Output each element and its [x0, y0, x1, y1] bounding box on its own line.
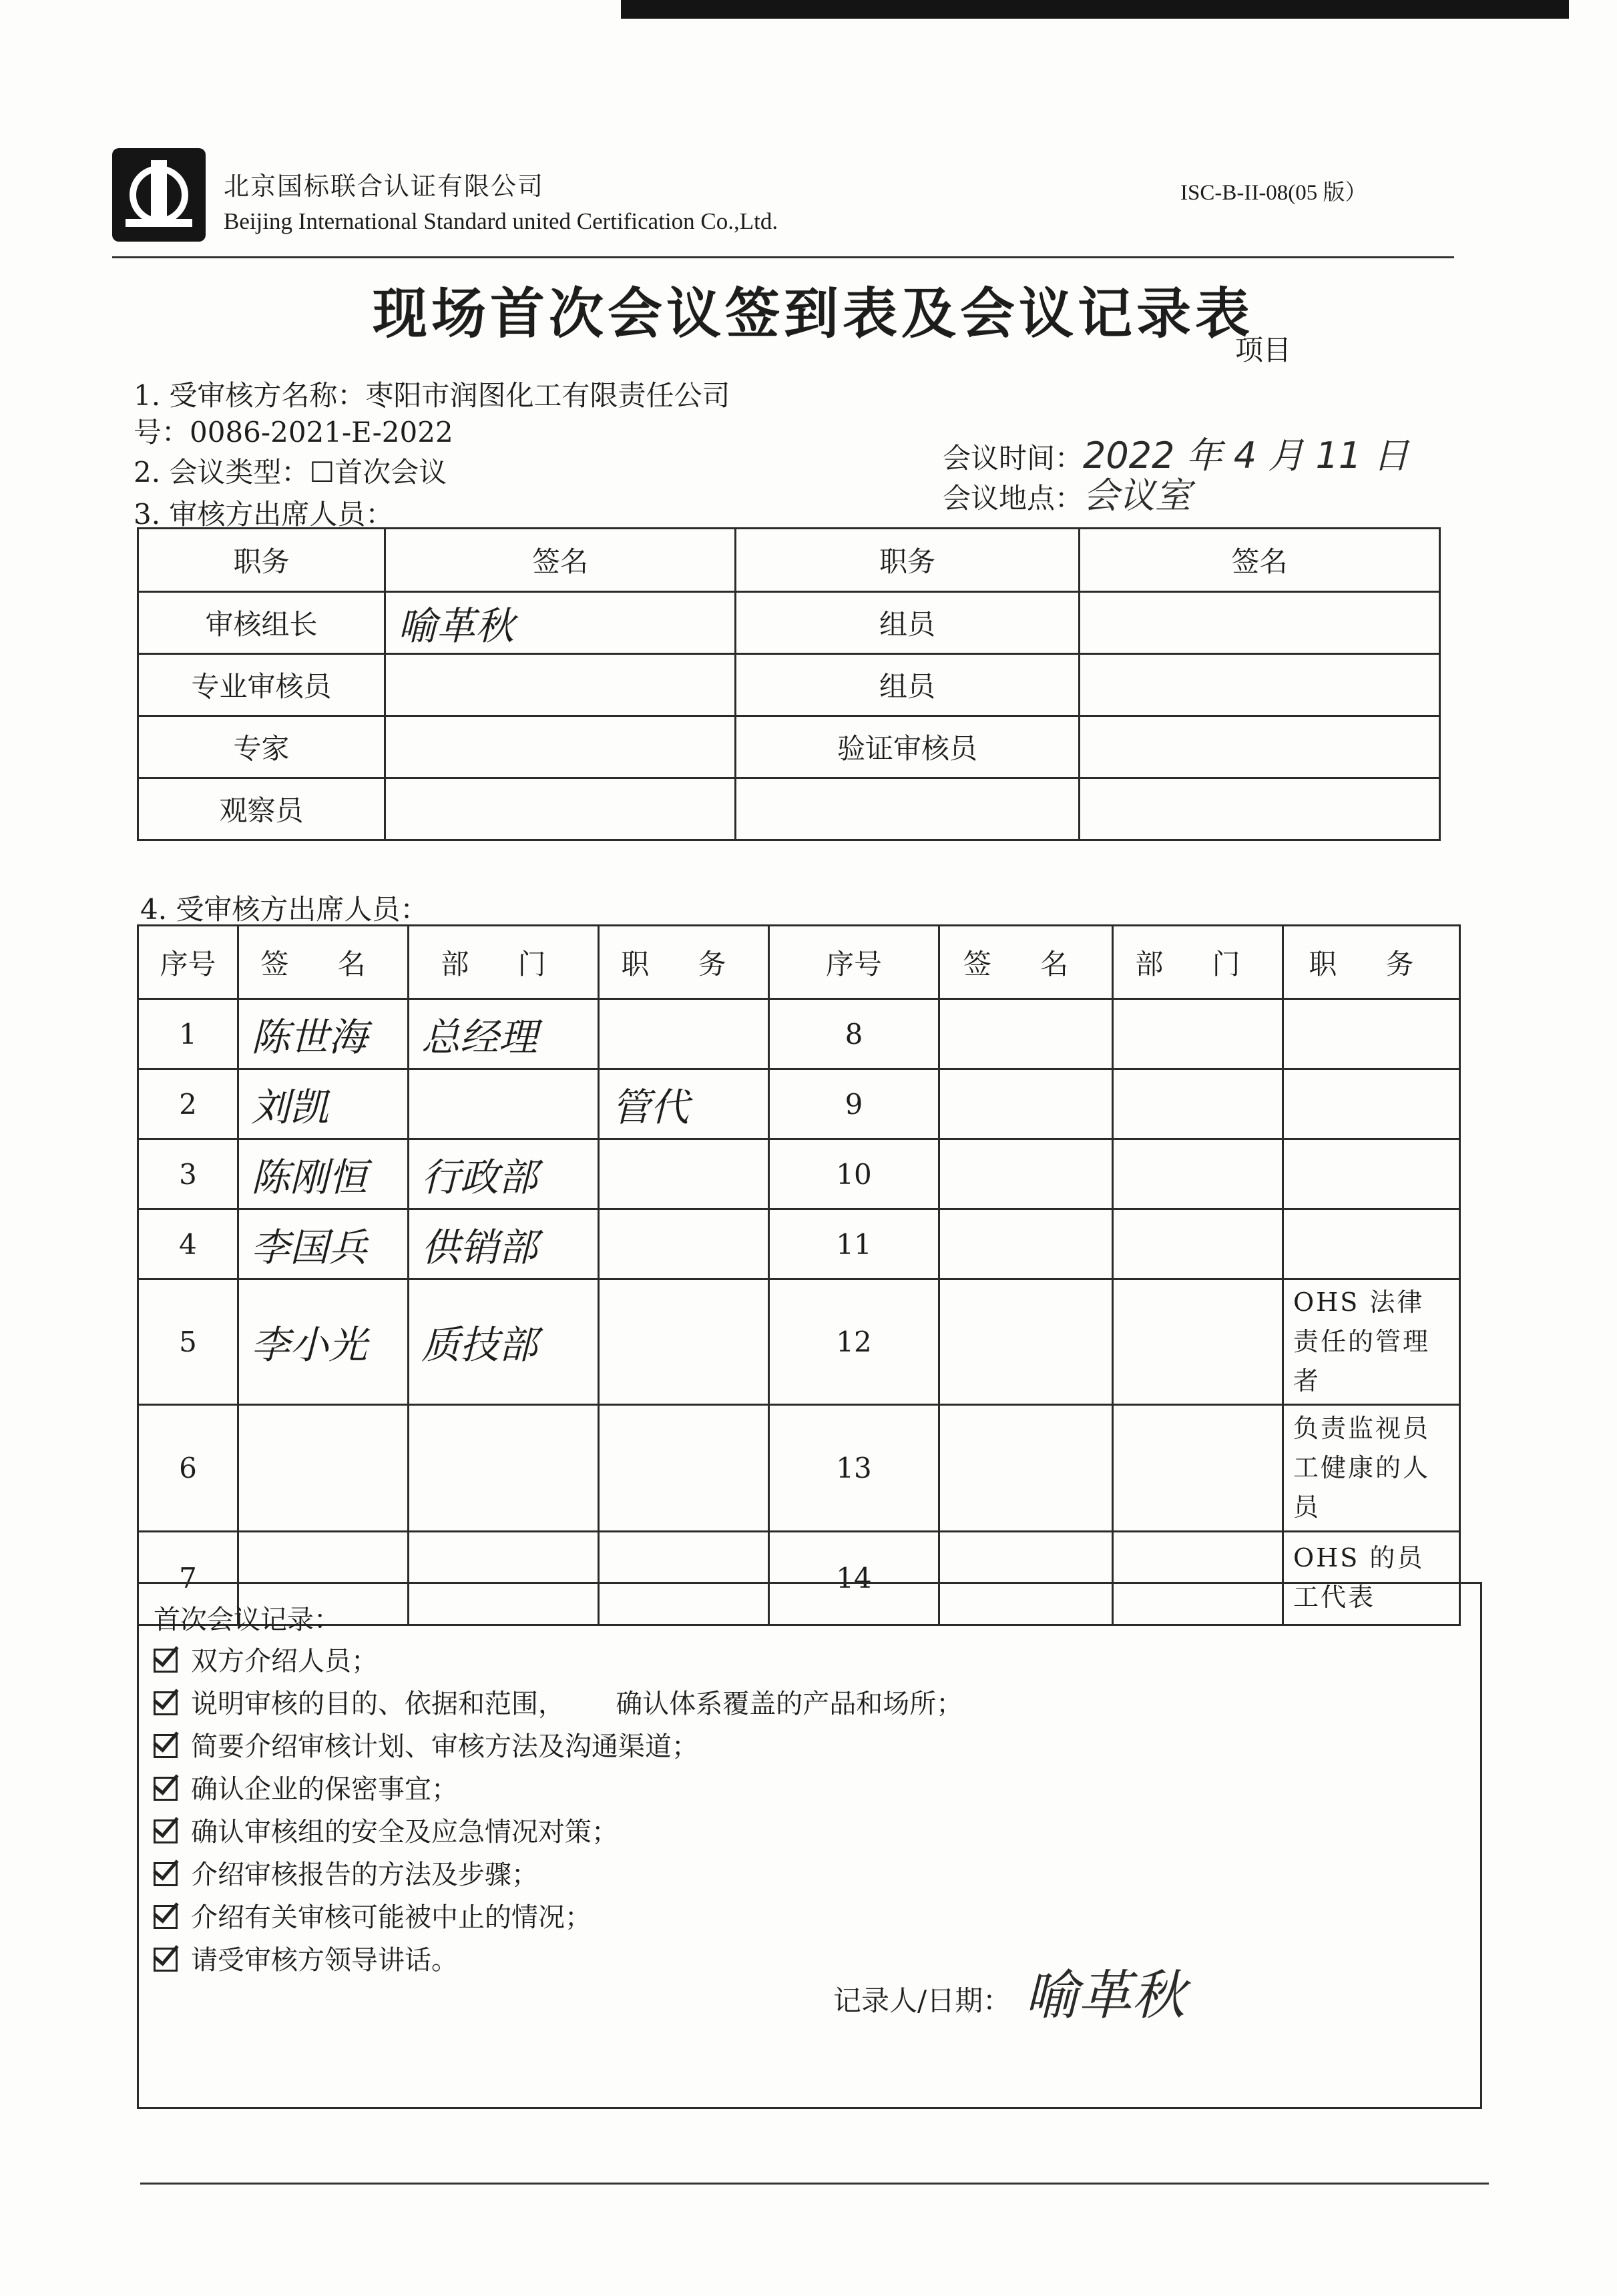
notes-item-text: 请受审核方领导讲话。 [191, 1945, 458, 1976]
form-title: 现场首次会议签到表及会议记录表 [373, 282, 1254, 346]
checkbox-checked-icon [154, 1777, 178, 1801]
signature-cell: 刘凯 [238, 1069, 409, 1139]
meeting-place-label: 会议地点： [943, 482, 1084, 515]
meeting-notes-box [137, 1582, 1482, 2109]
recorder-date-label: 记录人/日期： [833, 1984, 1011, 2017]
signature-cell: 李小光 [238, 1279, 409, 1405]
meeting-date-handwritten: 2022 年 4 月 11 日 [1083, 435, 1409, 477]
table-row [138, 1404, 1460, 1531]
header-divider [112, 256, 1454, 258]
number-row [134, 410, 453, 451]
notes-item [154, 1853, 538, 1892]
auditee-name-value: 枣阳市润图化工有限责任公司 [365, 379, 730, 412]
signature-cell: 陈刚恒 [238, 1139, 409, 1209]
department-cell [1113, 1404, 1283, 1531]
checkbox-checked-icon [154, 1948, 178, 1972]
signature-cell [939, 1069, 1113, 1139]
position-cell: 管代 [599, 1069, 769, 1139]
position-cell: 负责监视员工健康的人员 [1283, 1404, 1460, 1531]
notes-item [154, 1725, 698, 1763]
notes-item [154, 1939, 458, 1977]
signature-cell: 陈世海 [238, 999, 409, 1069]
project-label: 项目 [1235, 334, 1292, 366]
seq-cell: 1 [138, 999, 238, 1069]
meeting-type-value: ☐首次会议 [309, 456, 447, 489]
header-department: 部 门 [1113, 926, 1283, 999]
position-cell [599, 999, 769, 1069]
auditor-attendance-table [137, 527, 1441, 841]
signature-cell [385, 654, 736, 716]
notes-item-text: 确认审核组的安全及应急情况对策； [191, 1817, 618, 1847]
department-cell [409, 1404, 599, 1531]
notes-item-text: 双方介绍人员； [191, 1646, 378, 1677]
number-value: 0086-2021-E-2022 [190, 416, 453, 449]
table-row [138, 778, 1440, 840]
table-row [138, 999, 1460, 1069]
company-name-cn: 北京国标联合认证有限公司 [224, 172, 545, 201]
table-row [138, 1069, 1460, 1139]
meeting-place-row [943, 467, 1191, 519]
header-signature: 签 名 [238, 926, 409, 999]
signature-cell [385, 778, 736, 840]
meeting-type-row [134, 451, 447, 491]
company-logo [112, 148, 206, 242]
document-code: ISC-B-II-08(05 版） [1180, 181, 1367, 205]
meeting-type-label: 2. 会议类型： [134, 456, 310, 489]
department-cell: 总经理 [409, 999, 599, 1069]
notes-item-text: 介绍审核报告的方法及步骤； [191, 1859, 538, 1890]
signature-cell [939, 1209, 1113, 1279]
position-cell [599, 1404, 769, 1531]
company-name-en: Beijing International Standard united Certification Co.,Ltd. [224, 208, 778, 234]
role-cell: 观察员 [138, 778, 385, 840]
notes-item-text: 简要介绍审核计划、审核方法及沟通渠道； [191, 1731, 698, 1762]
header-signature: 签 名 [939, 926, 1113, 999]
auditee-name-row [134, 374, 730, 414]
department-cell [1113, 1069, 1283, 1139]
seq-cell: 13 [769, 1404, 939, 1531]
signature-cell [1080, 654, 1440, 716]
auditee-section-label: 4. 受审核方出席人员： [140, 893, 429, 926]
position-cell [1283, 1139, 1460, 1209]
department-cell [1113, 1279, 1283, 1405]
header-seq: 序号 [769, 926, 939, 999]
signature-cell [385, 716, 736, 778]
seq-cell: 12 [769, 1279, 939, 1405]
notes-item-text: 确认企业的保密事宜； [191, 1774, 458, 1805]
position-cell [599, 1139, 769, 1209]
role-cell: 组员 [736, 654, 1080, 716]
auditee-attendance-table [137, 924, 1461, 1626]
role-cell: 专家 [138, 716, 385, 778]
header-role: 职务 [138, 529, 385, 592]
role-cell: 组员 [736, 592, 1080, 654]
notes-item [154, 1640, 378, 1678]
checkbox-checked-icon [154, 1819, 178, 1843]
number-label: 号： [134, 416, 190, 449]
seq-cell: 3 [138, 1139, 238, 1209]
notes-item [154, 1768, 458, 1806]
notes-item [154, 1896, 592, 1934]
checkbox-checked-icon [154, 1691, 178, 1715]
department-cell [1113, 999, 1283, 1069]
table-row [138, 1139, 1460, 1209]
signature-cell [939, 1404, 1113, 1531]
position-cell: OHS 法律责任的管理者 [1283, 1279, 1460, 1405]
signature-cell [939, 1139, 1113, 1209]
table-header-row [138, 529, 1440, 592]
signature-cell [939, 1279, 1113, 1405]
seq-cell: 11 [769, 1209, 939, 1279]
department-cell: 供销部 [409, 1209, 599, 1279]
position-cell [599, 1279, 769, 1405]
position-cell [1283, 999, 1460, 1069]
auditee-name-label: 1. 受审核方名称： [134, 379, 366, 412]
seq-cell: 4 [138, 1209, 238, 1279]
signature-cell [238, 1404, 409, 1531]
role-cell: 验证审核员 [736, 716, 1080, 778]
checkbox-checked-icon [154, 1649, 178, 1673]
header-signature: 签名 [385, 529, 736, 592]
checkbox-checked-icon [154, 1734, 178, 1758]
position-cell [1283, 1069, 1460, 1139]
table-row [138, 592, 1440, 654]
table-row [138, 1279, 1460, 1405]
meeting-place-handwritten: 会议室 [1083, 475, 1192, 517]
seq-cell: 9 [769, 1069, 939, 1139]
scan-edge-bar [621, 0, 1569, 19]
meeting-time-label: 会议时间： [943, 442, 1084, 475]
department-cell [1113, 1209, 1283, 1279]
checkbox-checked-icon [154, 1862, 178, 1886]
header-position: 职 务 [1283, 926, 1460, 999]
seq-cell: 10 [769, 1139, 939, 1209]
notes-item-text: 介绍有关审核可能被中止的情况； [191, 1902, 592, 1933]
table-row [138, 1209, 1460, 1279]
auditor-section-label: 3. 审核方出席人员： [134, 498, 394, 531]
notes-item [154, 1683, 963, 1721]
signature-cell [1080, 778, 1440, 840]
seq-cell: 7 [138, 1531, 238, 1625]
position-cell [1283, 1209, 1460, 1279]
footer-divider [140, 2183, 1489, 2185]
seq-cell: 8 [769, 999, 939, 1069]
header-signature: 签名 [1080, 529, 1440, 592]
header-role: 职务 [736, 529, 1080, 592]
table-row [138, 654, 1440, 716]
position-cell [599, 1209, 769, 1279]
department-cell [1113, 1139, 1283, 1209]
seq-cell: 2 [138, 1069, 238, 1139]
role-cell: 专业审核员 [138, 654, 385, 716]
signature-cell [939, 999, 1113, 1069]
table-row [138, 716, 1440, 778]
recorder-signature: 喻革秋 [1025, 1964, 1185, 2026]
department-cell [409, 1069, 599, 1139]
header-seq: 序号 [138, 926, 238, 999]
table-header-row [138, 926, 1460, 999]
notes-item-text: 说明审核的目的、依据和范围， 确认体系覆盖的产品和场所； [191, 1689, 963, 1719]
signature-cell: 李国兵 [238, 1209, 409, 1279]
notes-title: 首次会议记录： [154, 1605, 340, 1635]
notes-item [154, 1811, 618, 1849]
role-cell [736, 778, 1080, 840]
header-department: 部 门 [409, 926, 599, 999]
signature-cell: 喻革秋 [385, 592, 736, 654]
department-cell: 行政部 [409, 1139, 599, 1209]
signature-cell [1080, 592, 1440, 654]
seq-cell: 6 [138, 1404, 238, 1531]
seq-cell: 14 [769, 1531, 939, 1625]
department-cell: 质技部 [409, 1279, 599, 1405]
position-cell: OHS 的员工代表 [1283, 1531, 1460, 1625]
checkbox-checked-icon [154, 1905, 178, 1929]
seq-cell: 5 [138, 1279, 238, 1405]
signature-cell [1080, 716, 1440, 778]
role-cell: 审核组长 [138, 592, 385, 654]
header-position: 职 务 [599, 926, 769, 999]
